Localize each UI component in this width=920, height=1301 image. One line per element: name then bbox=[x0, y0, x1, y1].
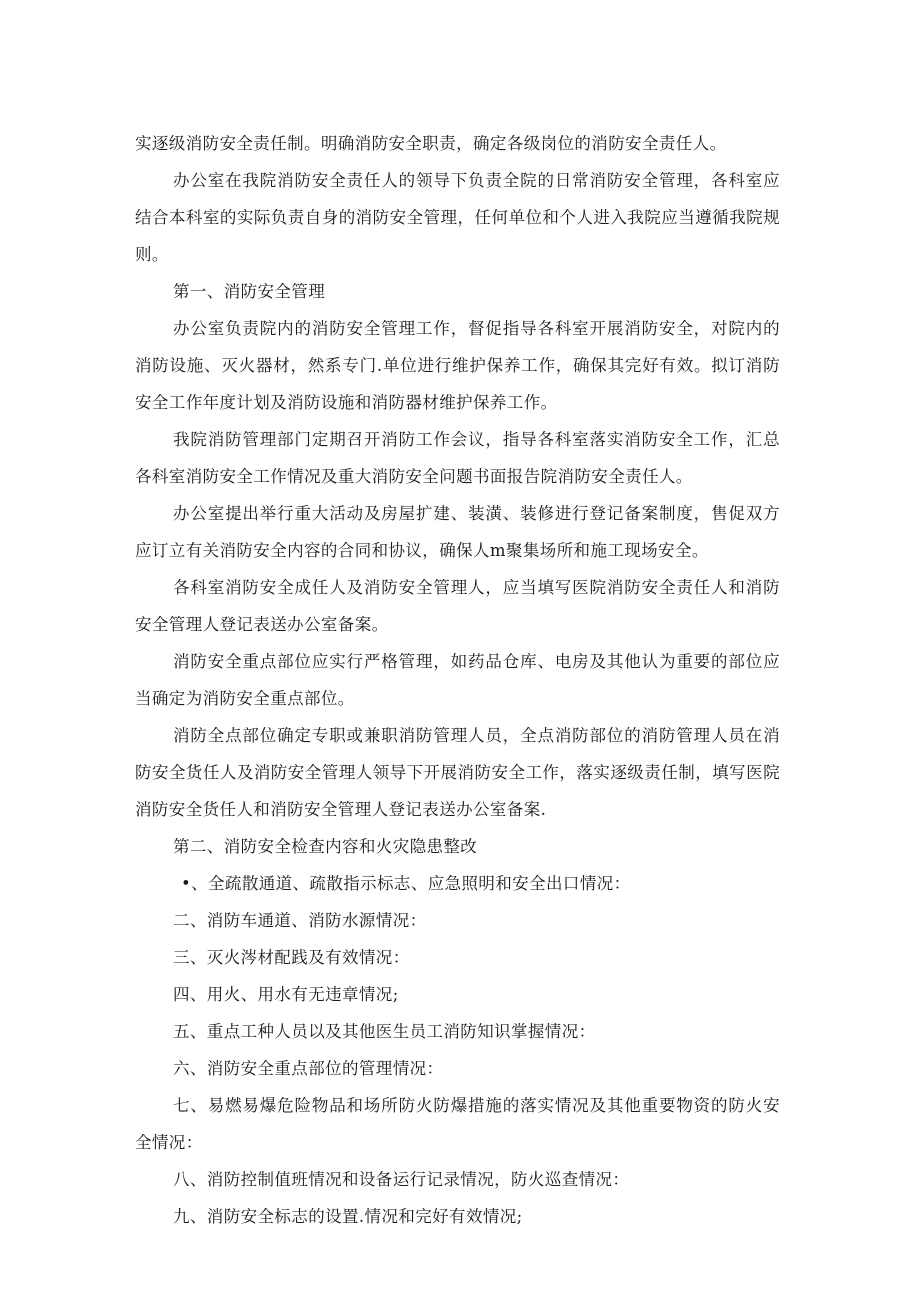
checklist-item-1: •、全疏散通道、疏散指示标志、应急照明和安全出口情况： bbox=[181, 874, 631, 893]
checklist-item-8: 八、消防控制值班情况和设备运行记录情况，防火巡查情况： bbox=[173, 1170, 630, 1189]
checklist-item-7: 七、易燃易爆危险物品和场所防火防爆措施的落实情况及其他重要物资的防火安全情况： bbox=[135, 1096, 780, 1152]
paragraph-office-duty: 办公室在我院消防安全责任人的领导下负责全院的日常消防安全管理，各科室应结合本科室的实际负责自身的消防安全管理，任何单位和个人进入我院应当遵循我院规则。 bbox=[135, 171, 780, 264]
paragraph-renovation: 办公室提出举行重大活动及房屋扩建、装潢、装修进行登记备案制度，售促双方应订立有关消防安全内容的合同和协议，确保人m聚集场所和施工现场安全。 bbox=[135, 504, 780, 560]
section-heading-2: 第二、消防安全检查内容和火灾隐患整改 bbox=[173, 837, 478, 856]
paragraph-meetings: 我院消防管理部门定期召开消防工作会议，指导各科室落实消防安全工作，汇总各科室消防安全工作情况及重大消防安全问题书面报告院消防安全责任人。 bbox=[135, 430, 780, 486]
document-page bbox=[135, 125, 780, 1235]
paragraph-key-areas: 消防安全重点部位应实行严格管理，如药品仓库、电房及其他认为重要的部位应当确定为消防安全重点部位。 bbox=[135, 652, 780, 708]
paragraph-department-registration: 各科室消防安全成任人及消防安全管理人，应当填写医院消防安全责任人和消防安全管理人登记表送办公室备案。 bbox=[135, 578, 780, 634]
checklist-item-2: 二、消防车通道、消防水源情况： bbox=[173, 911, 427, 930]
section-heading-1: 第一、消防安全管理 bbox=[173, 282, 326, 301]
paragraph-responsibility: 实逐级消防安全责任制。明确消防安全职责，确定各级岗位的消防安全责任人。 bbox=[135, 134, 727, 153]
checklist-item-6: 六、消防安全重点部位的管理情况： bbox=[173, 1059, 444, 1078]
checklist-item-4: 四、用火、用水有无违章情况; bbox=[173, 985, 399, 1004]
paragraph-office-management: 办公室负责院内的消防安全管理工作，督促指导各科室开展消防安全，对院内的消防设施、灭火器材，然系专门.单位进行维护保养工作，确保其完好有效。拟订消防安全工作年度计划及消防设施和消防器材维护保养工作。 bbox=[135, 319, 780, 412]
checklist-item-5: 五、重点工种人员以及其他医生员工消防知识掌握情况： bbox=[173, 1022, 596, 1041]
paragraph-key-area-staff: 消防全点部位确定专职或兼职消防管理人员，全点消防部位的消防管理人员在消防安全货任人及消防安全管理人领导下开展消防安全工作，落实逐级责任制，填写医院消防安全货任人和消防安全管理人登记表送办公室备案. bbox=[135, 726, 780, 819]
checklist-item-9: 九、消防安全标志的设置.情况和完好有效情况; bbox=[173, 1207, 523, 1226]
checklist-item-3: 三、灭火涔材配践及有效情况： bbox=[173, 948, 410, 967]
